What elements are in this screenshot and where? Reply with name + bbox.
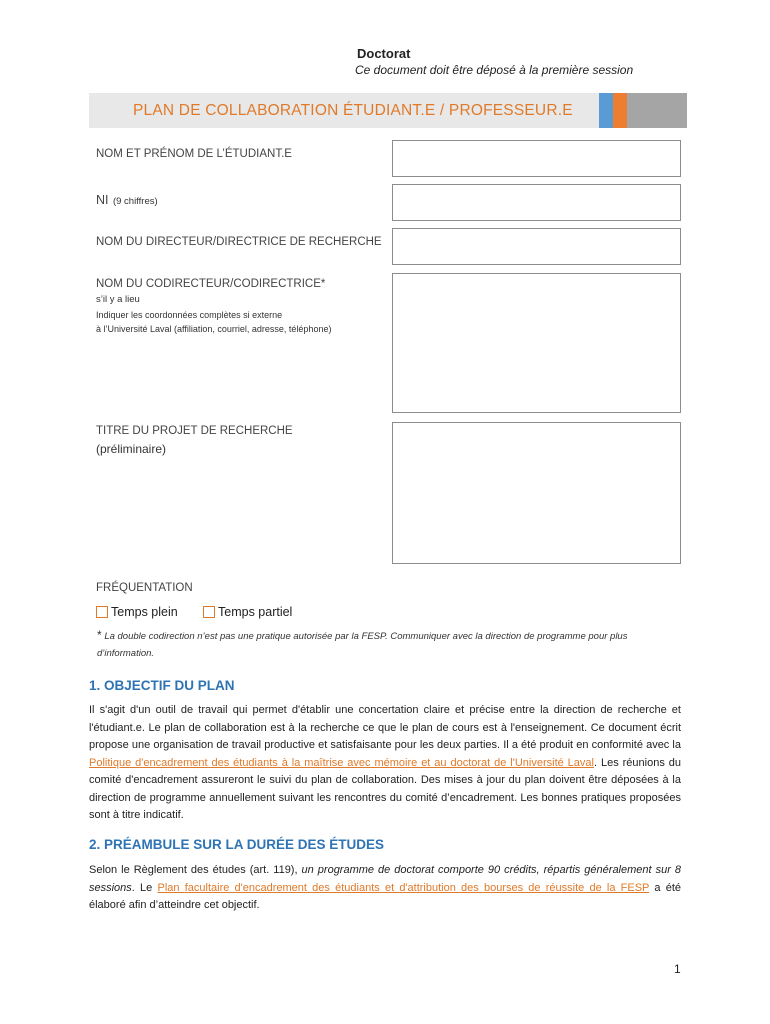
ni-hint: (9 chiffres) [112, 196, 158, 207]
project-title-field[interactable] [392, 422, 681, 564]
policy-link[interactable]: Politique d'encadrement des étudiants à la maîtrise avec mémoire et au doctorat de l'Université Laval [89, 756, 594, 769]
option-full-time[interactable] [96, 605, 178, 619]
section-2-paragraph [89, 862, 681, 915]
section-2-text-b: . Le [131, 881, 158, 894]
student-name-label: NOM ET PRÉNOM DE L’ÉTUDIANT.E [96, 148, 292, 160]
frequentation-label: FRÉQUENTATION [96, 582, 193, 594]
full-time-label: Temps plein [111, 605, 178, 619]
director-label: NOM DU DIRECTEUR/DIRECTRICE DE RECHERCHE [96, 236, 382, 248]
ni-label-group [96, 191, 158, 209]
section-2-text-a: Selon le Règlement des études (art. 119), [89, 864, 302, 876]
document-subtitle: Ce document doit être déposé à la première session [355, 63, 634, 77]
part-time-label: Temps partiel [218, 605, 293, 619]
full-time-checkbox[interactable] [96, 606, 108, 618]
section-1-text-b: . Les réunions du comité d'encadrement assureront le suivi du plan de collaboration. Des mises à jour du plan doivent être déposées à la direction de programme annuellement suivant les rencontres du comité d’encadrement. Les bonnes pratiques proposées sont à titre indicatif. [89, 756, 681, 821]
codirector-field[interactable] [392, 273, 681, 413]
director-field[interactable] [392, 228, 681, 265]
ni-label: NI [96, 193, 109, 207]
section-2-text-c: a été élaboré afin d’atteindre cet objectif. [89, 881, 681, 911]
part-time-checkbox[interactable] [203, 606, 215, 618]
note-line-2: d’information. [97, 648, 155, 659]
codirector-hint-2: Indiquer les coordonnées complètes si externe [96, 310, 283, 320]
codirector-hint-3: à l’Université Laval (affiliation, courriel, adresse, téléphone) [96, 324, 332, 334]
codirector-hint-1: s’il y a lieu [96, 294, 140, 305]
document-title: Doctorat [357, 46, 411, 61]
section-2-italic: un programme de doctorat comporte 90 crédits, répartis généralement sur 8 sessions [89, 864, 681, 894]
note-star: * [97, 628, 102, 642]
option-part-time[interactable] [203, 605, 292, 619]
banner-title: PLAN DE COLLABORATION ÉTUDIANT.E / PROFESSEUR.E [133, 102, 573, 119]
section-1-paragraph [89, 702, 681, 825]
faculty-plan-link[interactable]: Plan facultaire d'encadrement des étudiants et d'attribution des bourses de réussite de la FESP [157, 881, 650, 894]
codirection-note [97, 627, 687, 662]
project-title-hint: (préliminaire) [96, 442, 167, 456]
student-name-field[interactable] [392, 140, 681, 177]
section-1-heading: 1. OBJECTIF DU PLAN [89, 678, 235, 693]
section-2-heading: 2. PRÉAMBULE SUR LA DURÉE DES ÉTUDES [89, 837, 385, 852]
page-number: 1 [674, 962, 681, 976]
banner-gray-bar [627, 93, 687, 128]
banner-orange-bar [613, 93, 627, 128]
codirector-label: NOM DU CODIRECTEUR/CODIRECTRICE* [96, 278, 326, 290]
section-1-text-a: Il s'agit d'un outil de travail qui permet d'établir une concertation claire et précise entre la direction de recherche et l'étudiant.e. Le plan de collaboration est à la recherche ce que le plan de cours est à l'enseignement. Ce document écrit propose une organisation de travail productive et satisfaisante pour les deux parties. Il a été produit en conformité avec la [89, 704, 681, 751]
ni-field[interactable] [392, 184, 681, 221]
note-line-1: La double codirection n’est pas une pratique autorisée par la FESP. Communiquer avec la direction de programme pour plus [104, 631, 628, 642]
banner-blue-bar [599, 93, 613, 128]
project-title-label: TITRE DU PROJET DE RECHERCHE [96, 425, 293, 437]
